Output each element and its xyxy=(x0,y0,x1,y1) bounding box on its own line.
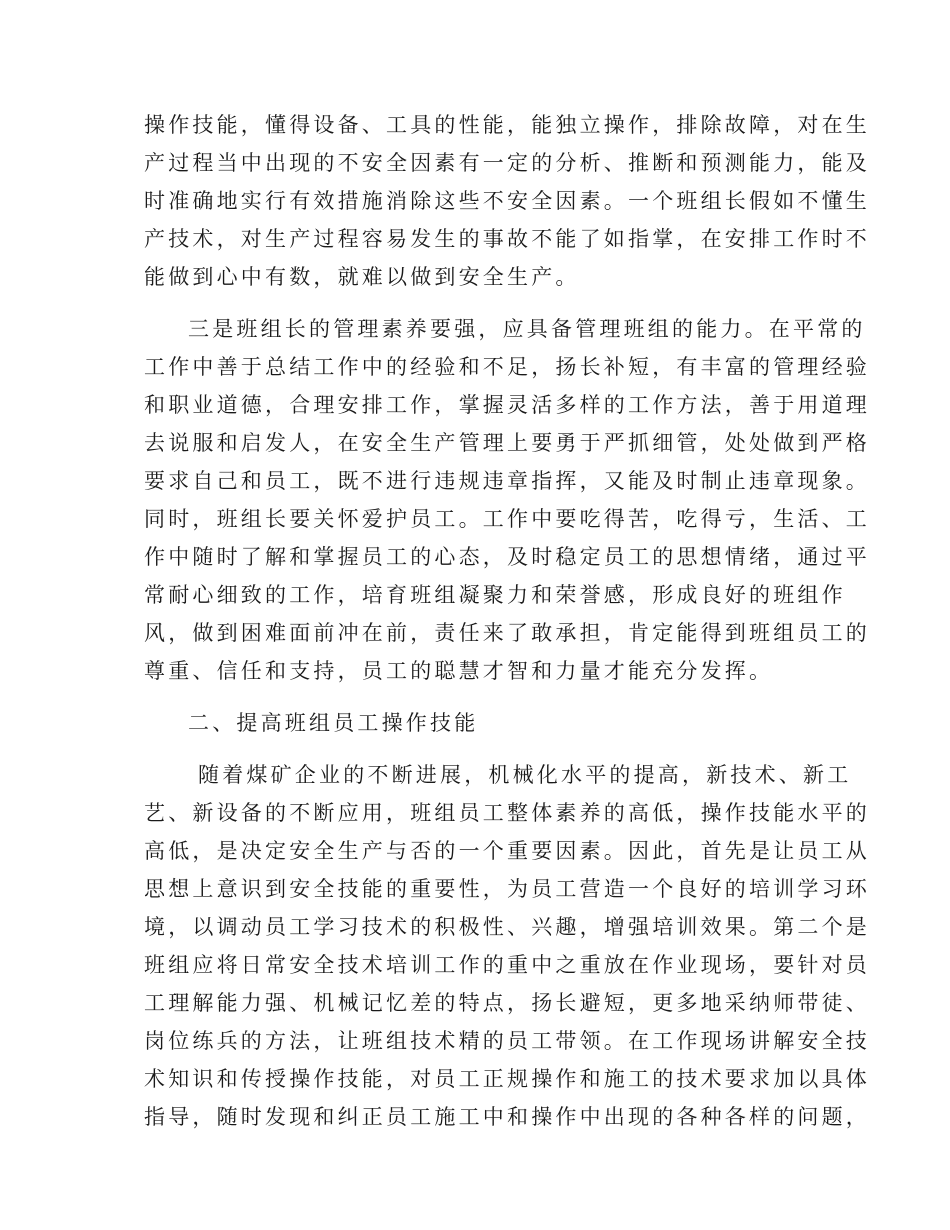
paragraph-line: 产技术，对生产过程容易发生的事故不能了如指掌，在安排工作时不 xyxy=(144,227,870,251)
paragraph-line: 随着煤矿企业的不断进展，机械化水平的提高，新技术、新工 xyxy=(198,763,852,787)
paragraph-line: 高低，是决定安全生产与否的一个重要因素。因此，首先是让员工从 xyxy=(144,839,870,863)
paragraph-line: 常耐心细致的工作，培育班组凝聚力和荣誉感，形成良好的班组作 xyxy=(144,583,846,607)
paragraph-line: 艺、新设备的不断应用，班组员工整体素养的高低，操作技能水平的 xyxy=(144,801,870,825)
paragraph-line: 去说服和启发人，在安全生产管理上要勇于严抓细管，处处做到严格 xyxy=(144,431,870,455)
paragraph-line: 班组应将日常安全技术培训工作的重中之重放在作业现场，要针对员 xyxy=(144,953,870,977)
paragraph-line: 和职业道德，合理安排工作，掌握灵活多样的工作方法，善于用道理 xyxy=(144,393,870,417)
paragraph-line: 指导，随时发现和纠正员工施工中和操作中出现的各种各样的问题， xyxy=(144,1105,870,1129)
paragraph-line: 时准确地实行有效措施消除这些不安全因素。一个班组长假如不懂生 xyxy=(144,189,870,213)
paragraph-line: 要求自己和员工，既不进行违规违章指挥，又能及时制止违章现象。 xyxy=(144,469,870,493)
paragraph-line: 工作中善于总结工作中的经验和不足，扬长补短，有丰富的管理经验 xyxy=(144,355,870,379)
paragraph-line: 岗位练兵的方法，让班组技术精的员工带领。在工作现场讲解安全技 xyxy=(144,1029,870,1053)
paragraph-line: 尊重、信任和支持，员工的聪慧才智和力量才能充分发挥。 xyxy=(144,659,774,683)
paragraph-line: 思想上意识到安全技能的重要性，为员工营造一个良好的培训学习环 xyxy=(144,877,870,901)
paragraph-line: 工理解能力强、机械记忆差的特点，扬长避短，更多地采纳师带徒、 xyxy=(144,991,870,1015)
paragraph-line: 操作技能，懂得设备、工具的性能，能独立操作，排除故障，对在生 xyxy=(144,113,870,137)
paragraph-line: 术知识和传授操作技能，对员工正规操作和施工的技术要求加以具体 xyxy=(144,1067,870,1091)
section-heading: 二、提高班组员工操作技能 xyxy=(188,711,479,735)
paragraph-line: 能做到心中有数，就难以做到安全生产。 xyxy=(144,265,580,289)
paragraph-line: 同时，班组长要关怀爱护员工。工作中要吃得苦，吃得亏，生活、工 xyxy=(144,507,870,531)
paragraph-line: 风，做到困难面前冲在前，责任来了敢承担，肯定能得到班组员工的 xyxy=(144,621,870,645)
paragraph-line: 境，以调动员工学习技术的积极性、兴趣，增强培训效果。第二个是 xyxy=(144,915,870,939)
paragraph-line: 作中随时了解和掌握员工的心态，及时稳定员工的思想情绪，通过平 xyxy=(144,545,870,569)
paragraph-line: 三是班组长的管理素养要强，应具备管理班组的能力。在平常的 xyxy=(188,317,866,341)
paragraph-line: 产过程当中出现的不安全因素有一定的分析、推断和预测能力，能及 xyxy=(144,151,870,175)
